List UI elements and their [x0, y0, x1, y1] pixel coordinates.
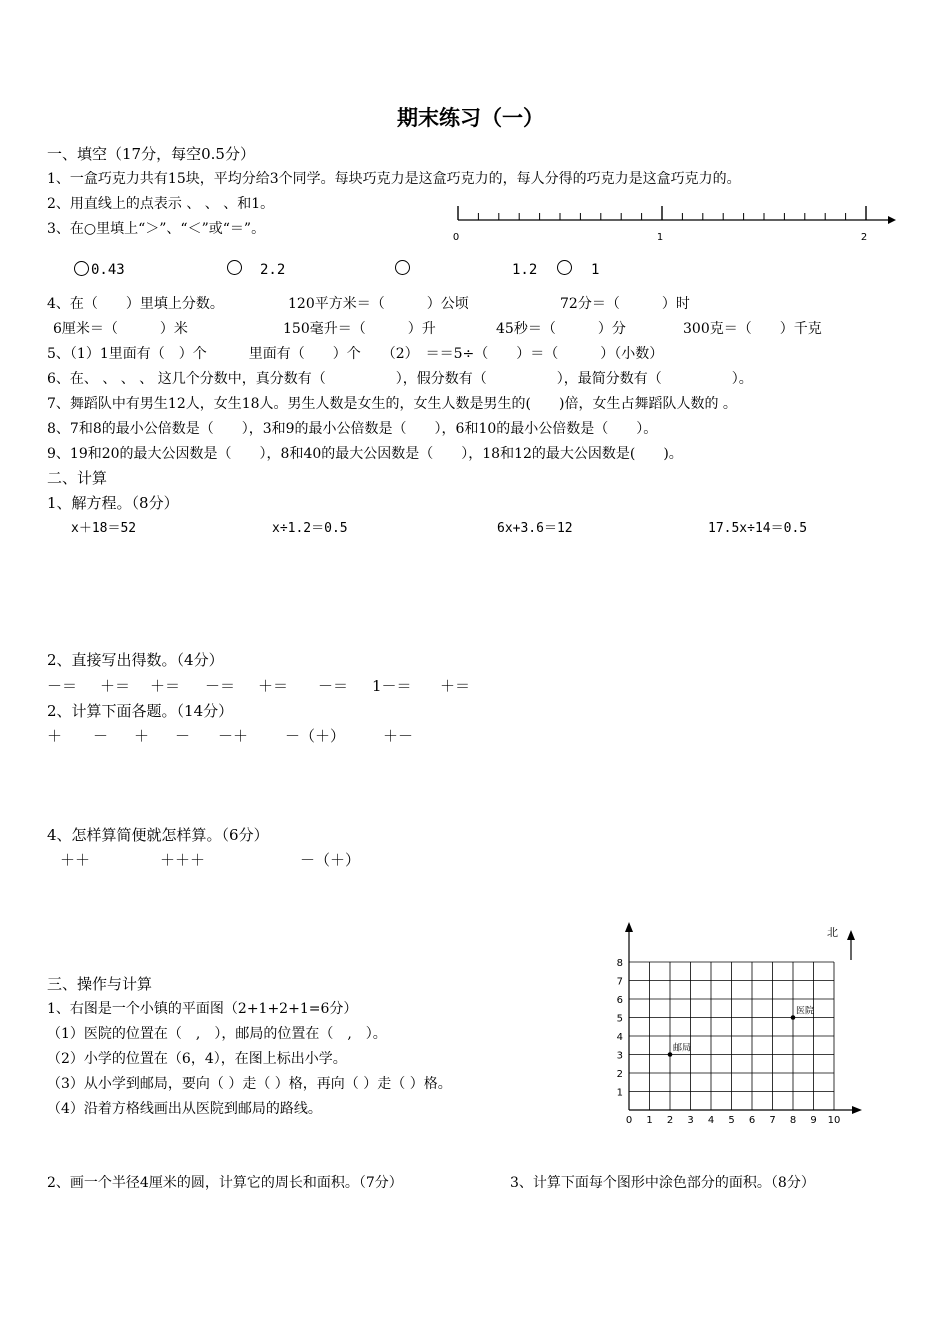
calc-4: －: [175, 727, 191, 745]
question-2: 2、用直线上的点表示 、 、 、和1。: [47, 196, 275, 212]
grid-y-tick-label: 5: [616, 1013, 623, 1025]
direct-7: 1－＝: [372, 677, 412, 695]
grid-y-axis-arrow: [625, 922, 633, 932]
direct-2: ＋＝: [100, 677, 131, 695]
grid-x-tick-label: 7: [769, 1115, 776, 1126]
number-line-arrow: [888, 216, 896, 224]
question-4-e: 45秒＝（ ）分: [496, 321, 626, 337]
grid-x-tick-label: 9: [810, 1115, 817, 1126]
number-line-label-1: 1: [656, 232, 664, 243]
grid-x-tick-label: 6: [748, 1115, 756, 1126]
grid-x-tick-label: 2: [666, 1115, 674, 1126]
grid-y-tick-label: 6: [616, 995, 623, 1006]
question-5: 5、（1）1里面有（ ）个 里面有（ ）个 （2） ＝＝5÷（ ）＝（ ）（小数）: [47, 346, 664, 362]
question-4-intro: 4、在（ ）里填上分数。: [47, 296, 224, 312]
simple-heading: 4、怎样算简便就怎样算。（6分）: [47, 826, 269, 844]
simple-3: －（＋）: [300, 851, 361, 869]
map-point-label: 邮局: [673, 1043, 692, 1054]
map-point-marker: [791, 1015, 796, 1020]
calc-1: ＋: [47, 727, 63, 745]
grid-x-tick-label: 5: [728, 1115, 735, 1126]
compare-circle-3[interactable]: [395, 260, 410, 275]
equation-2: x÷1.2＝0.5: [272, 521, 348, 536]
grid-x-tick-label: 0: [625, 1115, 633, 1126]
calc-heading: 2、计算下面各题。（14分）: [47, 702, 234, 720]
question-4-b: 72分＝（ ）时: [560, 296, 690, 312]
grid-y-tick-label: 4: [616, 1032, 623, 1043]
question-4-c: 6厘米＝（ ）米: [53, 321, 188, 337]
number-line-label-2: 2: [860, 232, 868, 243]
compare-value-1: 0.43: [91, 262, 125, 278]
map-point-label: 医院: [796, 1006, 815, 1017]
simple-2: ＋＋＋: [160, 851, 206, 869]
compare-value-2: 2.2: [260, 262, 286, 278]
equation-4: 17.5x÷14＝0.5: [708, 521, 808, 536]
question-6: 6、在、 、 、 、 这几个分数中，真分数有（ ），假分数有（ ），最简分数有（ ）。: [47, 371, 753, 387]
compare-circle-1[interactable]: [74, 261, 89, 276]
town-map-grid: [610, 920, 870, 1126]
direct-1: －＝: [47, 677, 78, 695]
question-8: 8、7和8的最小公倍数是（ ），3和9的最小公倍数是（ ），6和10的最小公倍数是（ ）。: [47, 421, 658, 437]
page-title: 期末练习（一）: [397, 105, 544, 130]
calc-6: －（＋）: [285, 727, 346, 745]
map-question-2: （2）小学的位置在（6，4），在图上标出小学。: [47, 1051, 347, 1067]
direct-heading: 2、直接写出得数。（4分）: [47, 651, 224, 669]
compare-value-4: 1: [591, 262, 600, 278]
shaded-area-question: 3、计算下面每个图形中涂色部分的面积。（8分）: [510, 1175, 815, 1191]
section1-heading: 一、填空（17分，每空0.5分）: [47, 145, 255, 163]
direct-4: －＝: [205, 677, 236, 695]
grid-x-tick-label: 8: [789, 1115, 797, 1126]
direct-3: ＋＝: [150, 677, 181, 695]
grid-y-tick-label: 3: [616, 1050, 623, 1062]
compare-circle-2[interactable]: [227, 260, 242, 275]
map-question: 1、右图是一个小镇的平面图（2+1+2+1=6分）: [47, 1001, 358, 1017]
question-1: 1、一盒巧克力共有15块，平均分给3个同学。每块巧克力是这盒巧克力的，每人分得的巧克力是这盒巧克力的。: [47, 171, 741, 187]
calc-3: ＋: [134, 727, 150, 745]
question-4-f: 300克＝（ ）千克: [683, 321, 822, 337]
question-4-d: 150毫升＝（ ）升: [283, 321, 436, 337]
equation-1: x＋18＝52: [71, 521, 137, 536]
question-4-a: 120平方米＝（ ）公顷: [288, 296, 469, 312]
question-7: 7、舞蹈队中有男生12人，女生18人。男生人数是女生的，女生人数是男生的( )倍，女生占舞蹈队人数的 。: [47, 396, 737, 412]
grid-x-tick-label: 10: [827, 1115, 841, 1126]
equations-heading: 1、解方程。（8分）: [47, 494, 179, 512]
grid-x-tick-label: 3: [687, 1115, 694, 1126]
calc-7: ＋－: [383, 727, 414, 745]
number-line: [448, 202, 898, 242]
north-label: 北: [827, 926, 838, 939]
compare-circle-4[interactable]: [557, 260, 572, 275]
map-question-4: （4）沿着方格线画出从医院到邮局的路线。: [47, 1101, 322, 1117]
section2-heading: 二、计算: [47, 469, 108, 487]
direct-6: －＝: [318, 677, 349, 695]
map-question-3: （3）从小学到邮局，要向（ ）走（ ）格，再向（ ）走（ ）格。: [47, 1076, 452, 1092]
calc-5: －＋: [218, 727, 249, 745]
question-3: 3、在○里填上“＞”、“＜”或“＝”。: [47, 221, 266, 237]
grid-y-tick-label: 7: [616, 976, 623, 988]
number-line-ticks: [458, 206, 866, 220]
map-question-1: （1）医院的位置在（ , ），邮局的位置在（ , ）。: [47, 1026, 387, 1042]
section3-heading: 三、操作与计算: [47, 975, 153, 993]
north-arrow-icon: [847, 930, 855, 940]
question-9: 9、19和20的最大公因数是（ ），8和40的最大公因数是（ ），18和12的最大公因数是( )。: [47, 446, 683, 462]
grid-y-tick-label: 1: [616, 1087, 623, 1099]
grid-lines: [629, 962, 834, 1110]
grid-x-axis-arrow: [852, 1106, 862, 1114]
grid-y-tick-label: 2: [616, 1069, 623, 1080]
map-point-marker: [668, 1052, 673, 1057]
circle-question: 2、画一个半径4厘米的圆，计算它的周长和面积。（7分）: [47, 1175, 403, 1191]
calc-2: －: [93, 727, 109, 745]
grid-x-tick-label: 1: [646, 1115, 653, 1126]
direct-8: ＋＝: [440, 677, 471, 695]
simple-1: ＋＋: [60, 851, 91, 869]
equation-3: 6x+3.6＝12: [497, 521, 573, 536]
direct-5: ＋＝: [258, 677, 289, 695]
grid-y-tick-label: 8: [616, 958, 623, 969]
grid-x-tick-label: 4: [707, 1115, 715, 1126]
compare-value-3: 1.2: [512, 262, 538, 278]
number-line-label-0: 0: [452, 232, 460, 243]
